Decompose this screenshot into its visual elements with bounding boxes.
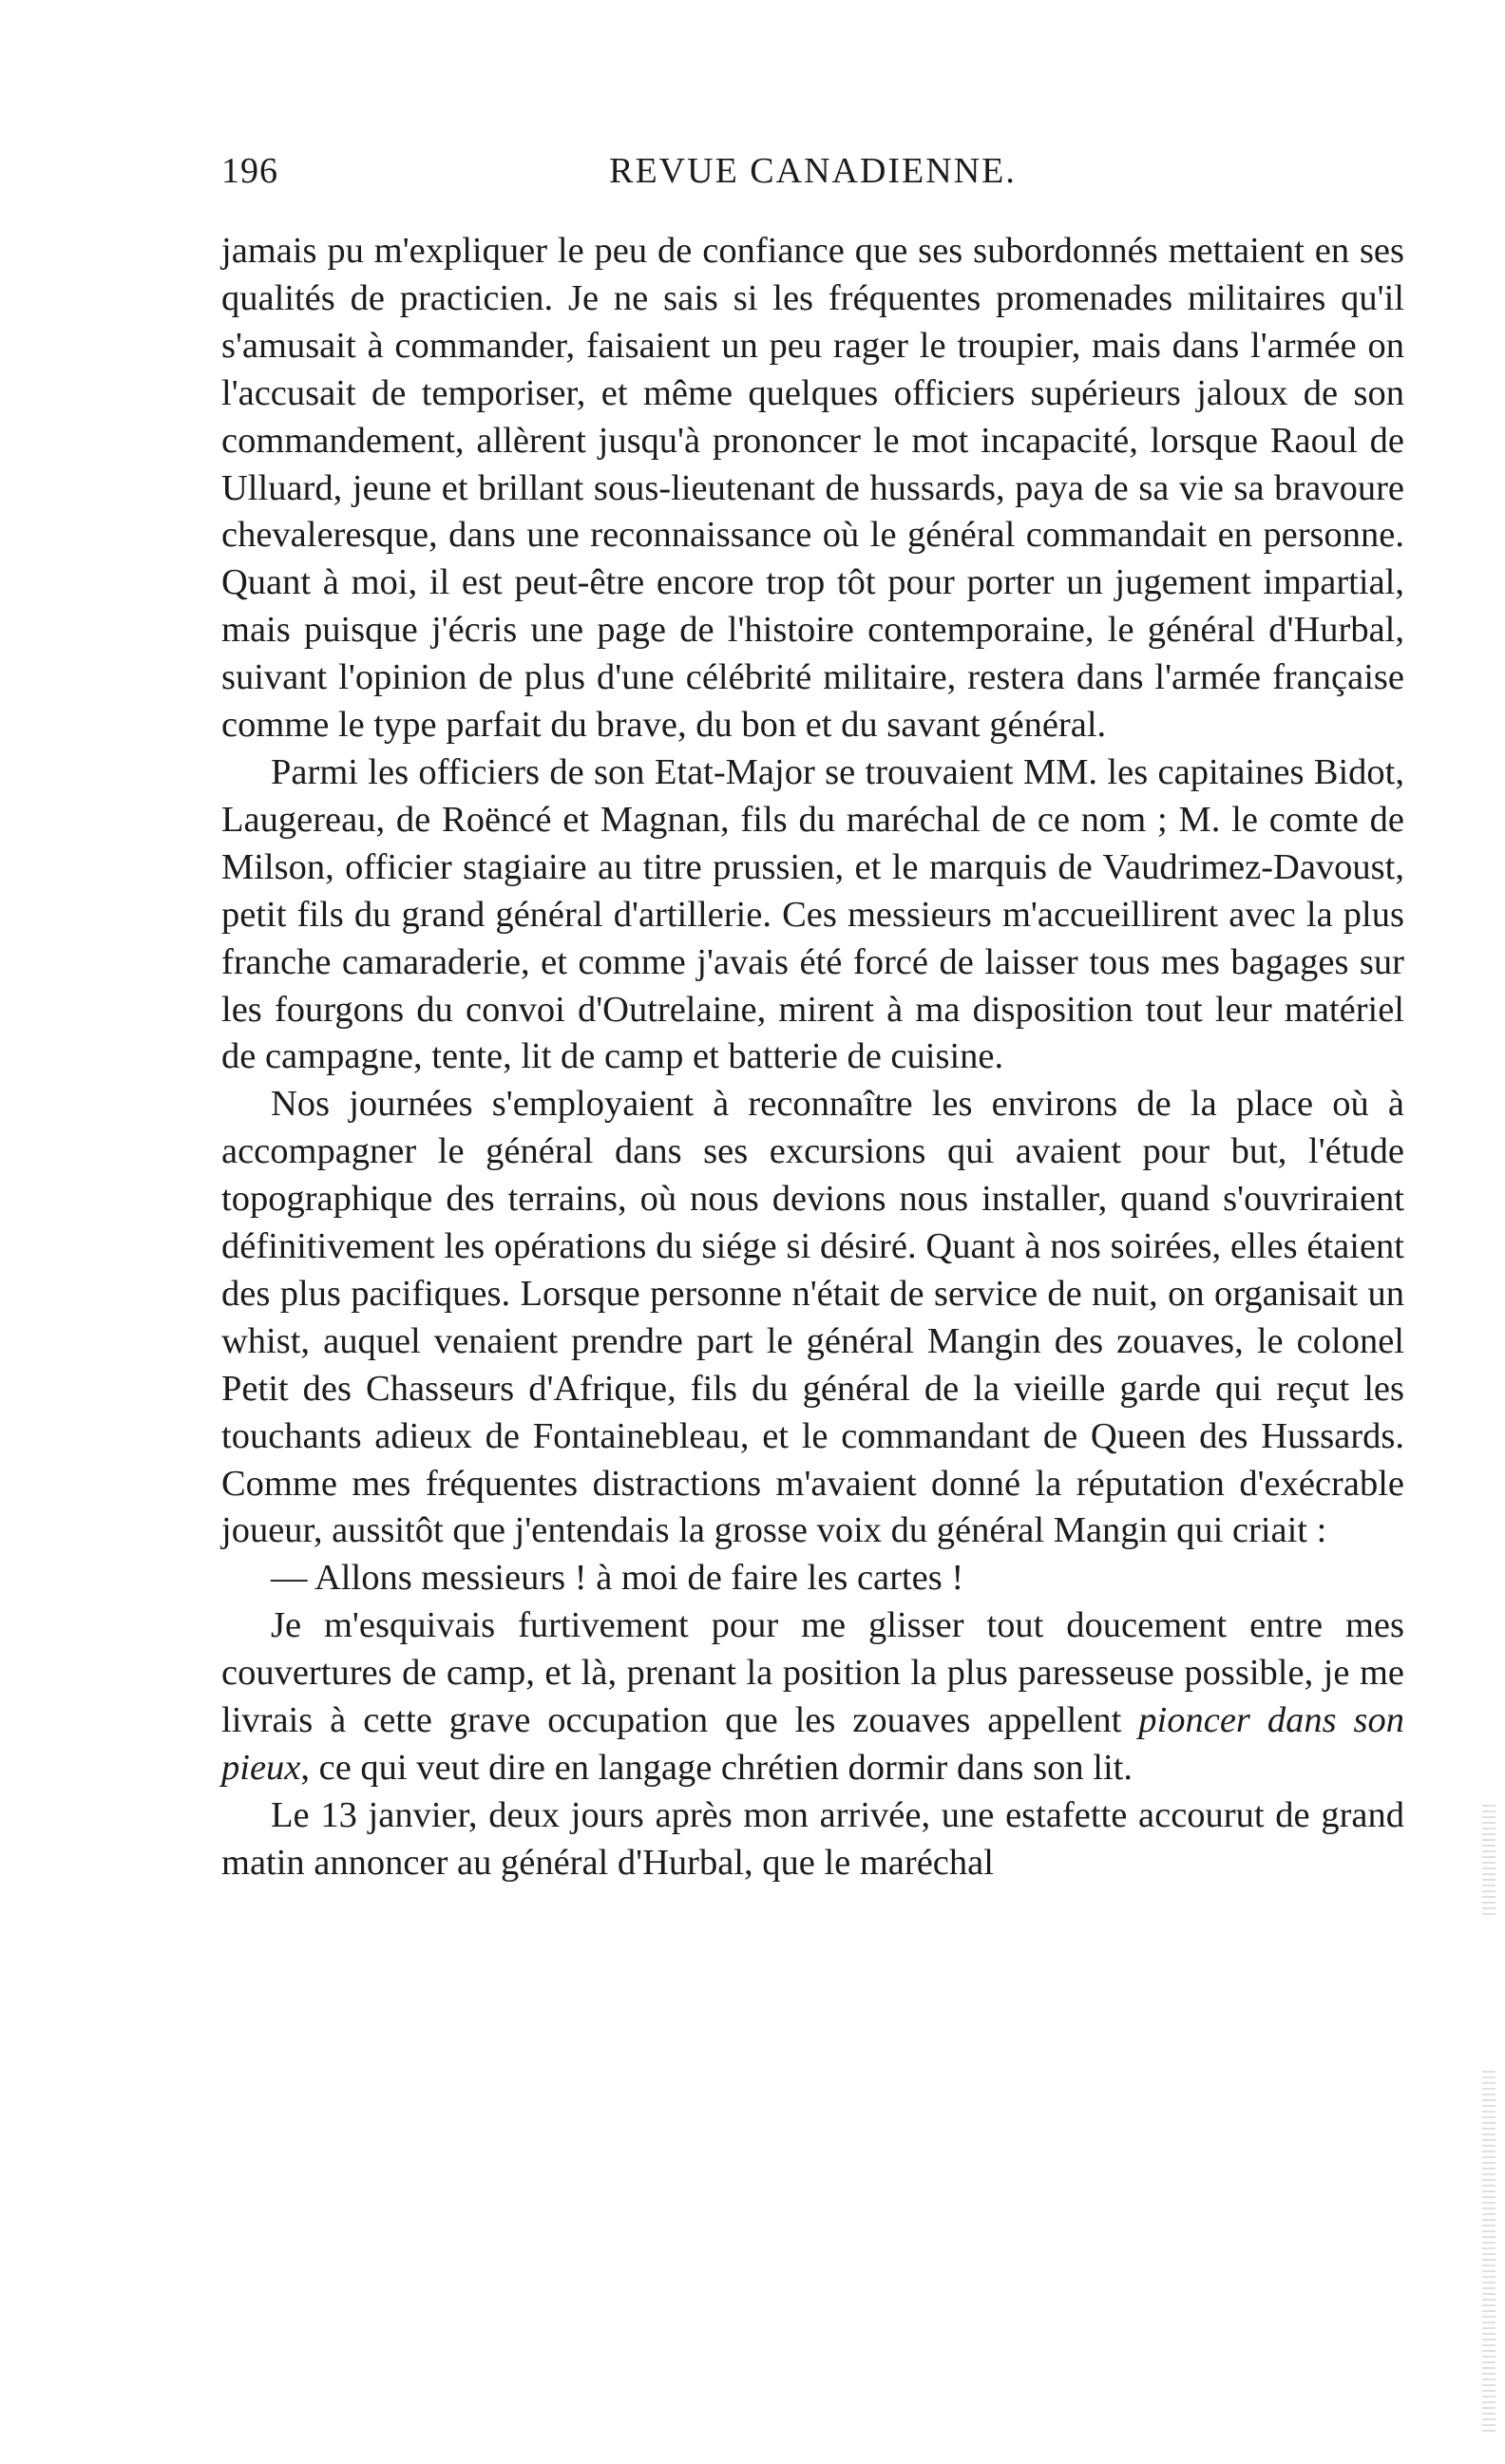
- paragraph-2: Parmi les officiers de son Etat-Major se trouvaient MM. les capitaines Bidot, Laugereau, de Roëncé et Magnan, fils du maréchal de ce nom ; M. le comte de Milson, officier stagiaire au titre prussien, et le marquis de Vaudrimez-Davoust, petit fils du grand général d'artillerie. Ces messieurs m'accueillirent avec la plus franche camaraderie, et comme j'avais été forcé de laisser tous mes bagages sur les fourgons du convoi d'Outrelaine, mirent à ma disposition tout leur matériel de campagne, tente, lit de camp et batterie de cuisine.: [221, 751, 1404, 1077]
- scan-edge-speckle: [1482, 1805, 1495, 1919]
- running-title: REVUE CANADIENNE.: [609, 151, 1017, 191]
- italic-phrase: pioncer dans son pieux: [221, 1700, 1404, 1788]
- paragraph-5-text-start: Je m'esquivais furtivement pour me glisser tout doucement entre mes couvertures de camp, et là, prenant la position la plus paresseuse possible, je me livrais à cette grave occupation que les zouaves appellent: [221, 1605, 1404, 1741]
- page-body: [221, 228, 1404, 1887]
- scan-edge-speckle: [1482, 2071, 1495, 2432]
- paragraph-5: [221, 1602, 1404, 1792]
- page-number: 196: [221, 151, 278, 191]
- paragraph-3: Nos journées s'employaient à reconnaître les environs de la place où à accompagner le général dans ses excursions qui avaient pour but, l'étude topographique des terrains, où nous devions nous installer, quand s'ouvriraient définitivement les opérations du siége si désiré. Quant à nos soirées, elles étaient des plus pacifiques. Lorsque personne n'était de service de nuit, on organisait un whist, auquel venaient prendre part le général Mangin des zouaves, le colonel Petit des Chasseurs d'Afrique, fils du général de la vieille garde qui reçut les touchants adieux de Fontainebleau, et le commandant de Queen des Hussards. Comme mes fréquentes distractions m'avaient donné la réputation d'exécrable joueur, aussitôt que j'entendais la grosse voix du général Mangin qui criait :: [221, 1084, 1404, 1551]
- paragraph-1: jamais pu m'expliquer le peu de confiance que ses subordonnés mettaient en ses qualités de practicien. Je ne sais si les fréquentes promenades militaires qu'il s'amusait à commander, faisaient un peu rager le troupier, mais dans l'armée on l'accusait de temporiser, et même quelques officiers supérieurs jaloux de son commandement, allèrent jusqu'à prononcer le mot incapacité, lorsque Raoul de Ulluard, jeune et brillant sous-lieutenant de hussards, paya de sa vie sa bravoure chevaleresque, dans une reconnaissance où le général commandait en personne. Quant à moi, il est peut-être encore trop tôt pour porter un jugement impartial, mais puisque j'écris une page de l'histoire contemporaine, le général d'Hurbal, suivant l'opinion de plus d'une célébrité militaire, restera dans l'armée française comme le type parfait du brave, du bon et du savant général.: [221, 231, 1404, 746]
- paragraph-5-text-end: , ce qui veut dire en langage chrétien dormir dans son lit.: [300, 1748, 1133, 1788]
- dialogue-line: — Allons messieurs ! à moi de faire les cartes !: [271, 1558, 964, 1599]
- paragraph-6: Le 13 janvier, deux jours après mon arrivée, une estafette accourut de grand matin annoncer au général d'Hurbal, que le maréchal: [221, 1794, 1404, 1883]
- page-header: [221, 150, 1404, 207]
